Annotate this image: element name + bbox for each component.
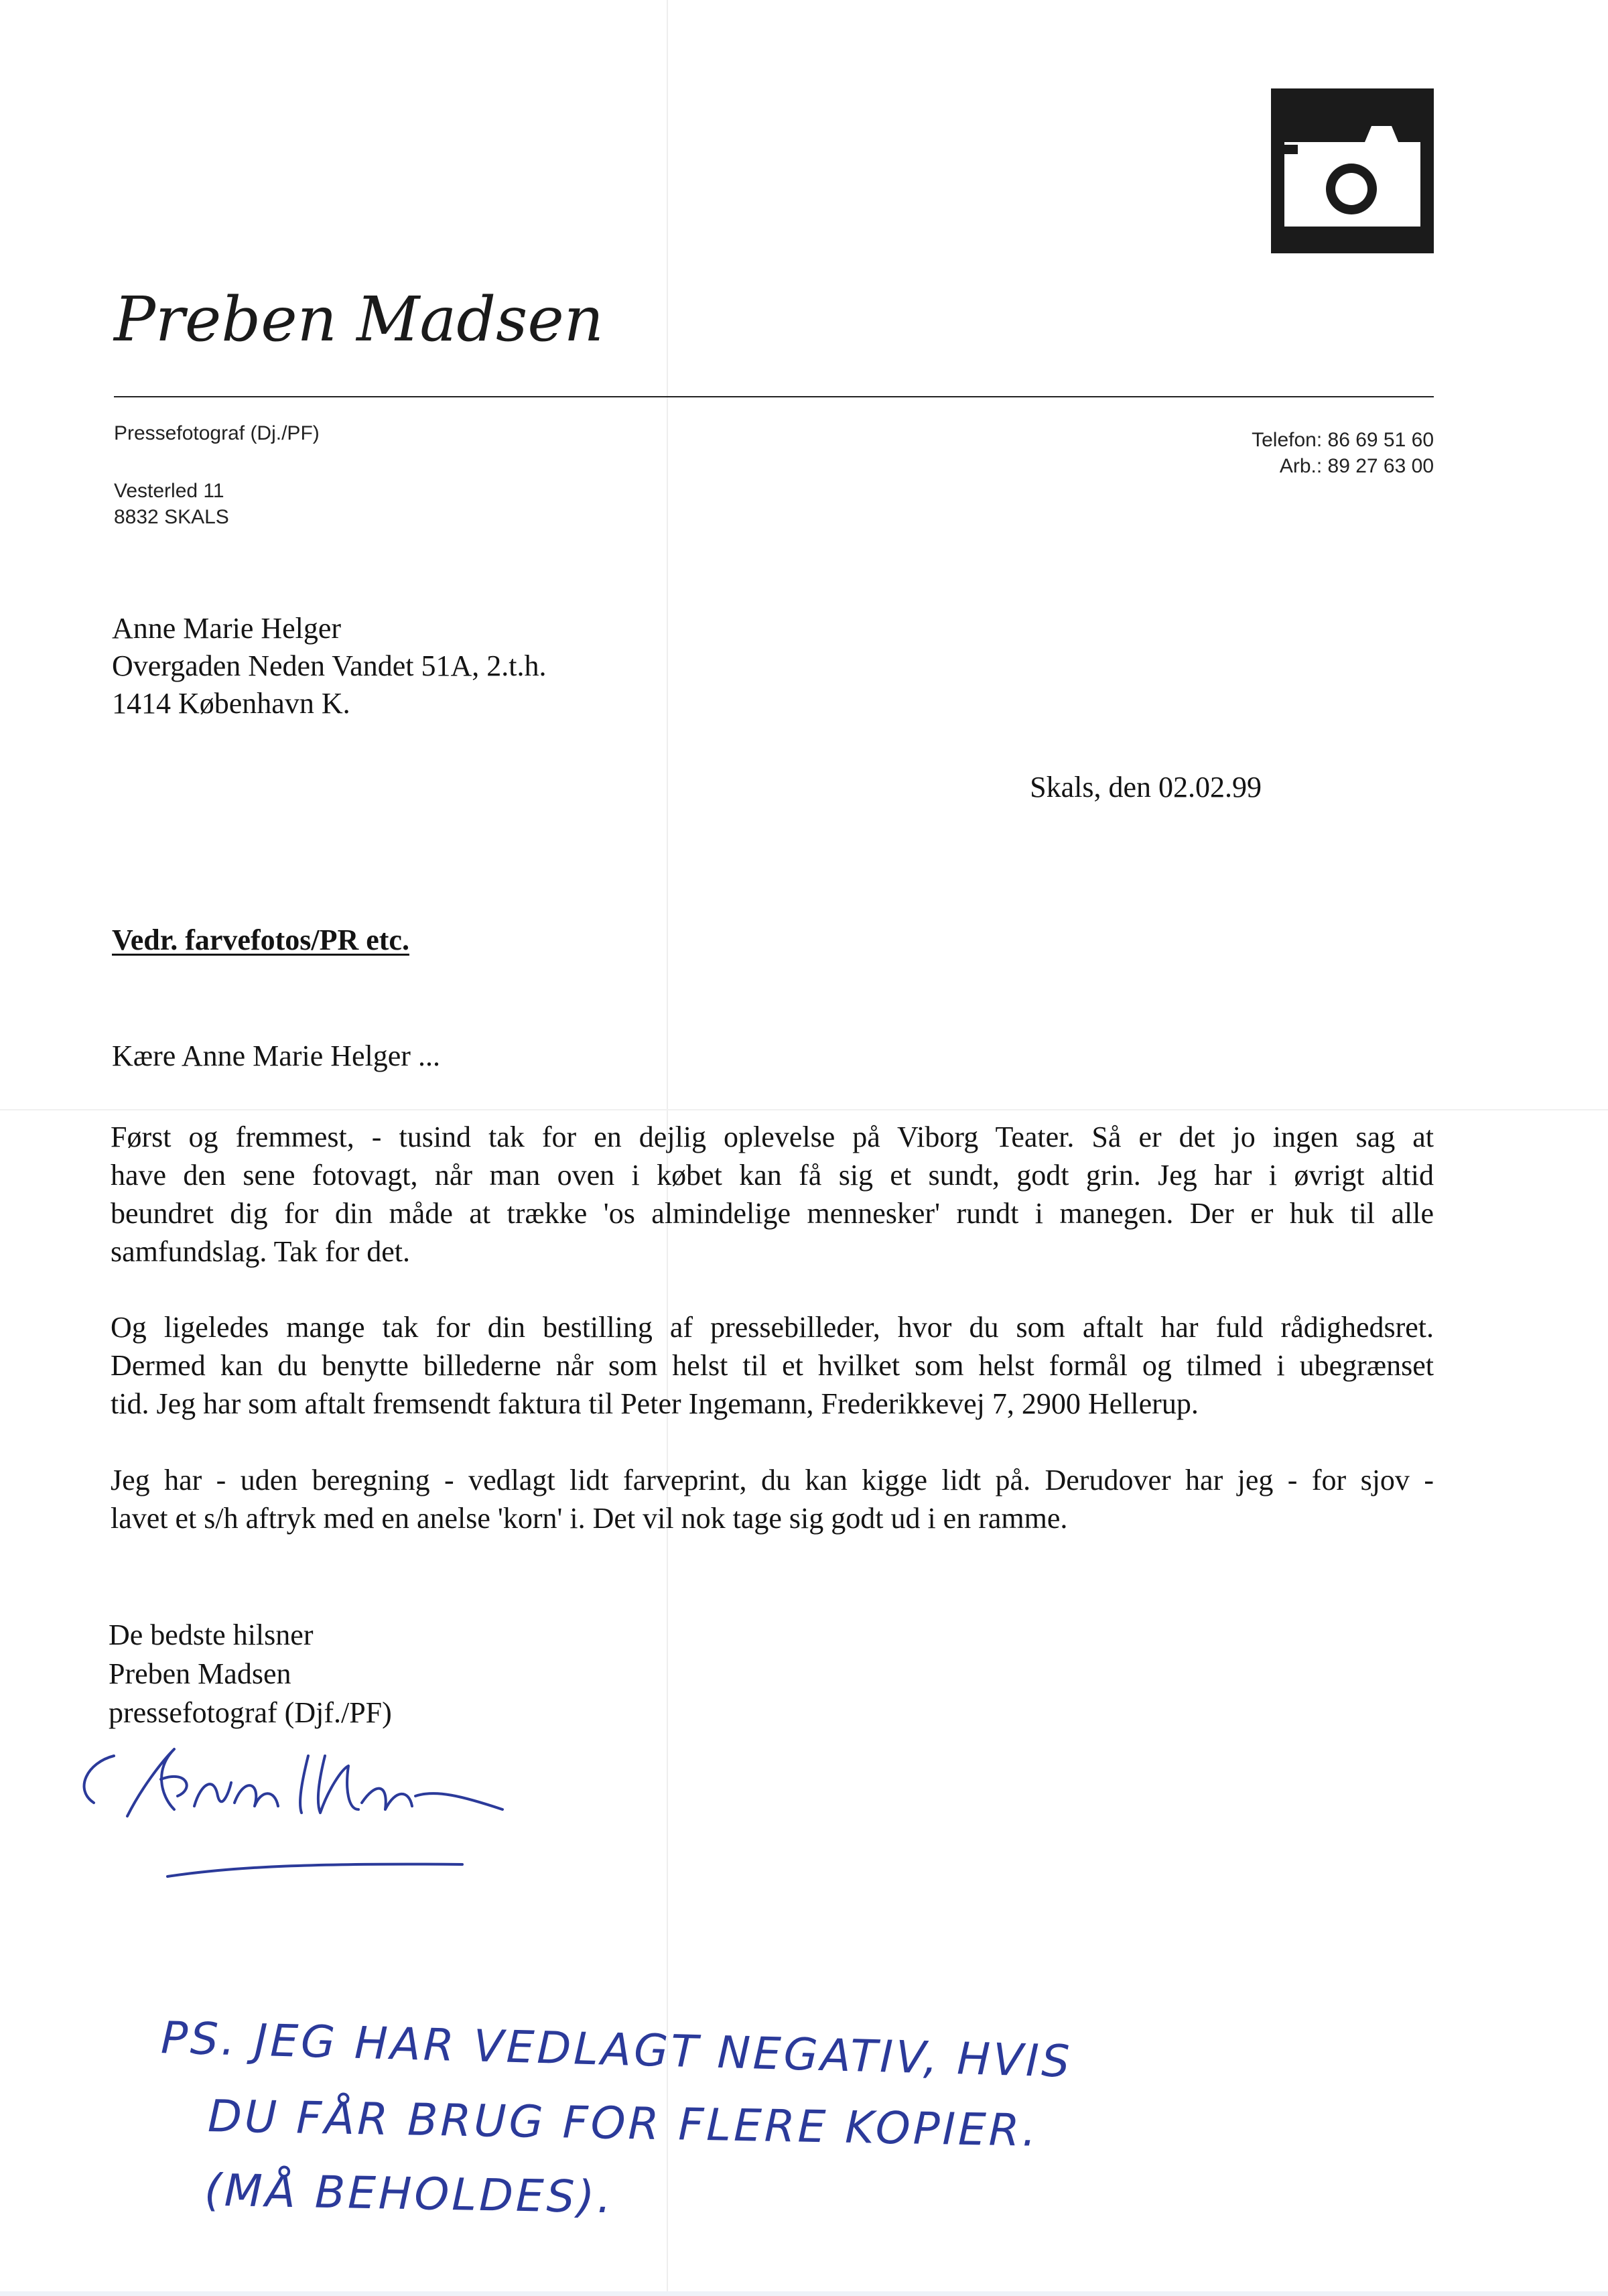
sender-street: Vesterled 11 [114,480,224,502]
letterhead-rule [114,396,1434,397]
body-line: beundret dig for din måde at trække 'os almindelige mennesker' rundt i manegen. Der er huk til alle [111,1197,1434,1230]
letter-date: Skals, den 02.02.99 [1030,771,1262,804]
body-line: Først og fremmest, - tusind tak for en dejlig oplevelse på Viborg Teater. Så er det jo ingen sag at [111,1121,1434,1153]
recipient-street: Overgaden Neden Vandet 51A, 2.t.h. [112,649,547,682]
salutation: Kære Anne Marie Helger ... [112,1039,440,1072]
paper-bottom-edge [0,2291,1608,2296]
body-line: samfundslag. Tak for det. [111,1235,411,1268]
ps-line-1: PS. JEG HAR VEDLAGT NEGATIV, HVIS [160,2012,1073,2088]
subject-line: Vedr. farvefotos/PR etc. [112,923,409,956]
ps-line-3: (MÅ BEHOLDES). [204,2164,614,2224]
camera-logo-icon [1271,88,1434,253]
brand-name-logotype [107,273,604,361]
paper-fold-horizontal [0,1109,1608,1110]
handwritten-signature [60,1716,529,1890]
ps-line-2: DU FÅR BRUG FOR FLERE KOPIER. [207,2090,1040,2157]
sender-city: 8832 SKALS [114,506,229,528]
work-phone-number: Arb.: 89 27 63 00 [1279,455,1434,477]
body-line: Dermed kan du benytte billederne når som helst til et hvilket som helst formål og tilmed i ubegrænset [111,1349,1434,1382]
body-line: Jeg har - uden beregning - vedlagt lidt farveprint, du kan kigge lidt på. Derudover har jeg - for sjov - [111,1464,1434,1496]
body-line: have den sene fotovagt, når man oven i købet kan få sig et sundt, godt grin. Jeg har i øvrigt altid [111,1159,1434,1192]
brand-name-text: Preben Madsen [114,283,604,355]
body-paragraph-3 [111,1461,1434,1537]
body-line: lavet et s/h aftryk med en anelse 'korn' i. Det vil nok tage sig godt ud i en ramme. [111,1502,1068,1535]
recipient-name: Anne Marie Helger [112,612,342,645]
recipient-city: 1414 København K. [112,687,350,720]
closing-name: Preben Madsen [109,1657,291,1690]
body-paragraph-2 [111,1308,1434,1423]
body-paragraph-1 [111,1118,1434,1271]
body-line: tid. Jeg har som aftalt fremsendt faktura til Peter Ingemann, Frederikkevej 7, 2900 Hellerup. [111,1387,1199,1420]
closing-greeting: De bedste hilsner [109,1618,314,1651]
phone-number: Telefon: 86 69 51 60 [1252,429,1434,451]
closing-title: pressefotograf (Djf./PF) [109,1696,392,1729]
photographer-title: Pressefotograf (Dj./PF) [114,422,320,444]
body-line: Og ligeledes mange tak for din bestilling af pressebilleder, hvor du som aftalt har fuld rådighedsret. [111,1311,1434,1344]
handwritten-postscript [160,2012,1166,2245]
